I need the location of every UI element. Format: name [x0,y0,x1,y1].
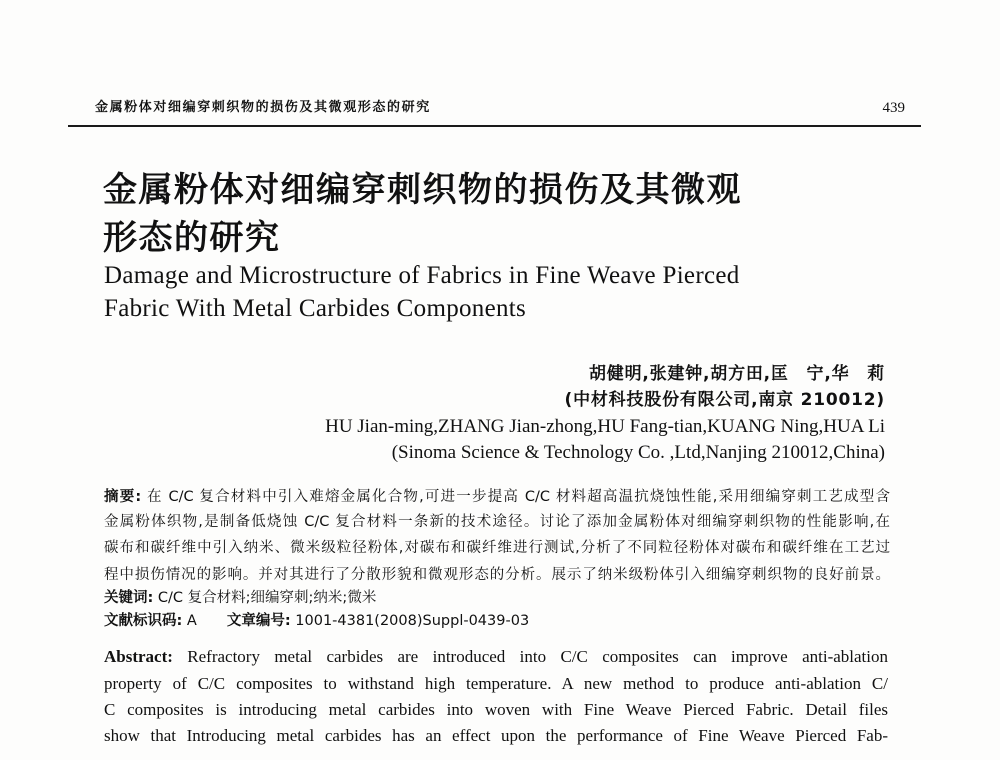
doc-code-value: A [182,613,197,629]
keywords-label: 关键词: [104,590,154,606]
abstract-en-label: Abstract: [104,647,173,666]
title-zh-line-1: 金属粉体对细编穿刺织物的损伤及其微观 [103,170,742,210]
header-rule [68,125,921,127]
running-header-title: 金属粉体对细编穿刺织物的损伤及其微观形态的研究 [95,100,431,115]
abstract-zh-line-2: 金属粉体织物,是制备低烧蚀 C/C 复合材料一条新的技术途径。讨论了添加金属粉体对细编穿刺织物的性能影响,在 [104,514,890,530]
document-codes-line [104,610,529,632]
keywords-text: C/C 复合材料;细编穿刺;纳米;微米 [153,590,377,606]
abstract-zh-text: 在 C/C 复合材料中引入难熔金属化合物,可进一步提高 C/C 材料超高温抗烧蚀性能,采用细编穿刺工艺成型含 [141,489,890,505]
doc-code-label: 文献标识码: [104,613,183,629]
article-number-label: 文章编号: [226,613,291,629]
abstract-en-line-1 [104,645,888,669]
abstract-en-line-3: C composites is introducing metal carbides into woven with Fine Weave Pierced Fabric. Detail files [104,700,888,719]
article-number-value: 1001-4381(2008)Suppl-0439-03 [290,613,530,629]
abstract-zh-line-4: 程中损伤情况的影响。并对其进行了分散形貌和微观形态的分析。展示了纳米级粉体引入细编穿刺织物的良好前景。 [104,567,890,583]
title-en-line-2: Fabric With Metal Carbides Components [104,295,527,322]
abstract-zh-label: 摘要: [104,489,142,505]
keywords-line [104,587,376,609]
authors-en: HU Jian-ming,ZHANG Jian-zhong,HU Fang-tian,KUANG Ning,HUA Li [325,416,885,437]
authors-zh: 胡健明,张建钟,胡方田,匡 宁,华 莉 [588,364,885,384]
abstract-en-line-2: property of C/C composites to withstand high temperature. A new method to produce anti-ablation C/ [104,674,888,693]
abstract-zh-line-1 [104,486,890,508]
affiliation-en: (Sinoma Science & Technology Co. ,Ltd,Nanjing 210012,China) [391,442,885,463]
page-number: 439 [882,100,905,116]
title-en-line-1: Damage and Microstructure of Fabrics in Fine Weave Pierced [104,262,740,289]
abstract-en-line-4: show that Introducing metal carbides has an effect upon the performance of Fine Weave Pierced Fab- [104,726,888,745]
abstract-en-text: Refractory metal carbides are introduced into C/C composites can improve anti-ablation [172,647,888,666]
affiliation-zh: (中材科技股份有限公司,南京 210012) [564,390,885,410]
title-zh-line-2: 形态的研究 [103,218,281,258]
abstract-zh-line-3: 碳布和碳纤维中引入纳米、微米级粒径粉体,对碳布和碳纤维进行测试,分析了不同粒径粉体对碳布和碳纤维在工艺过 [104,540,890,556]
